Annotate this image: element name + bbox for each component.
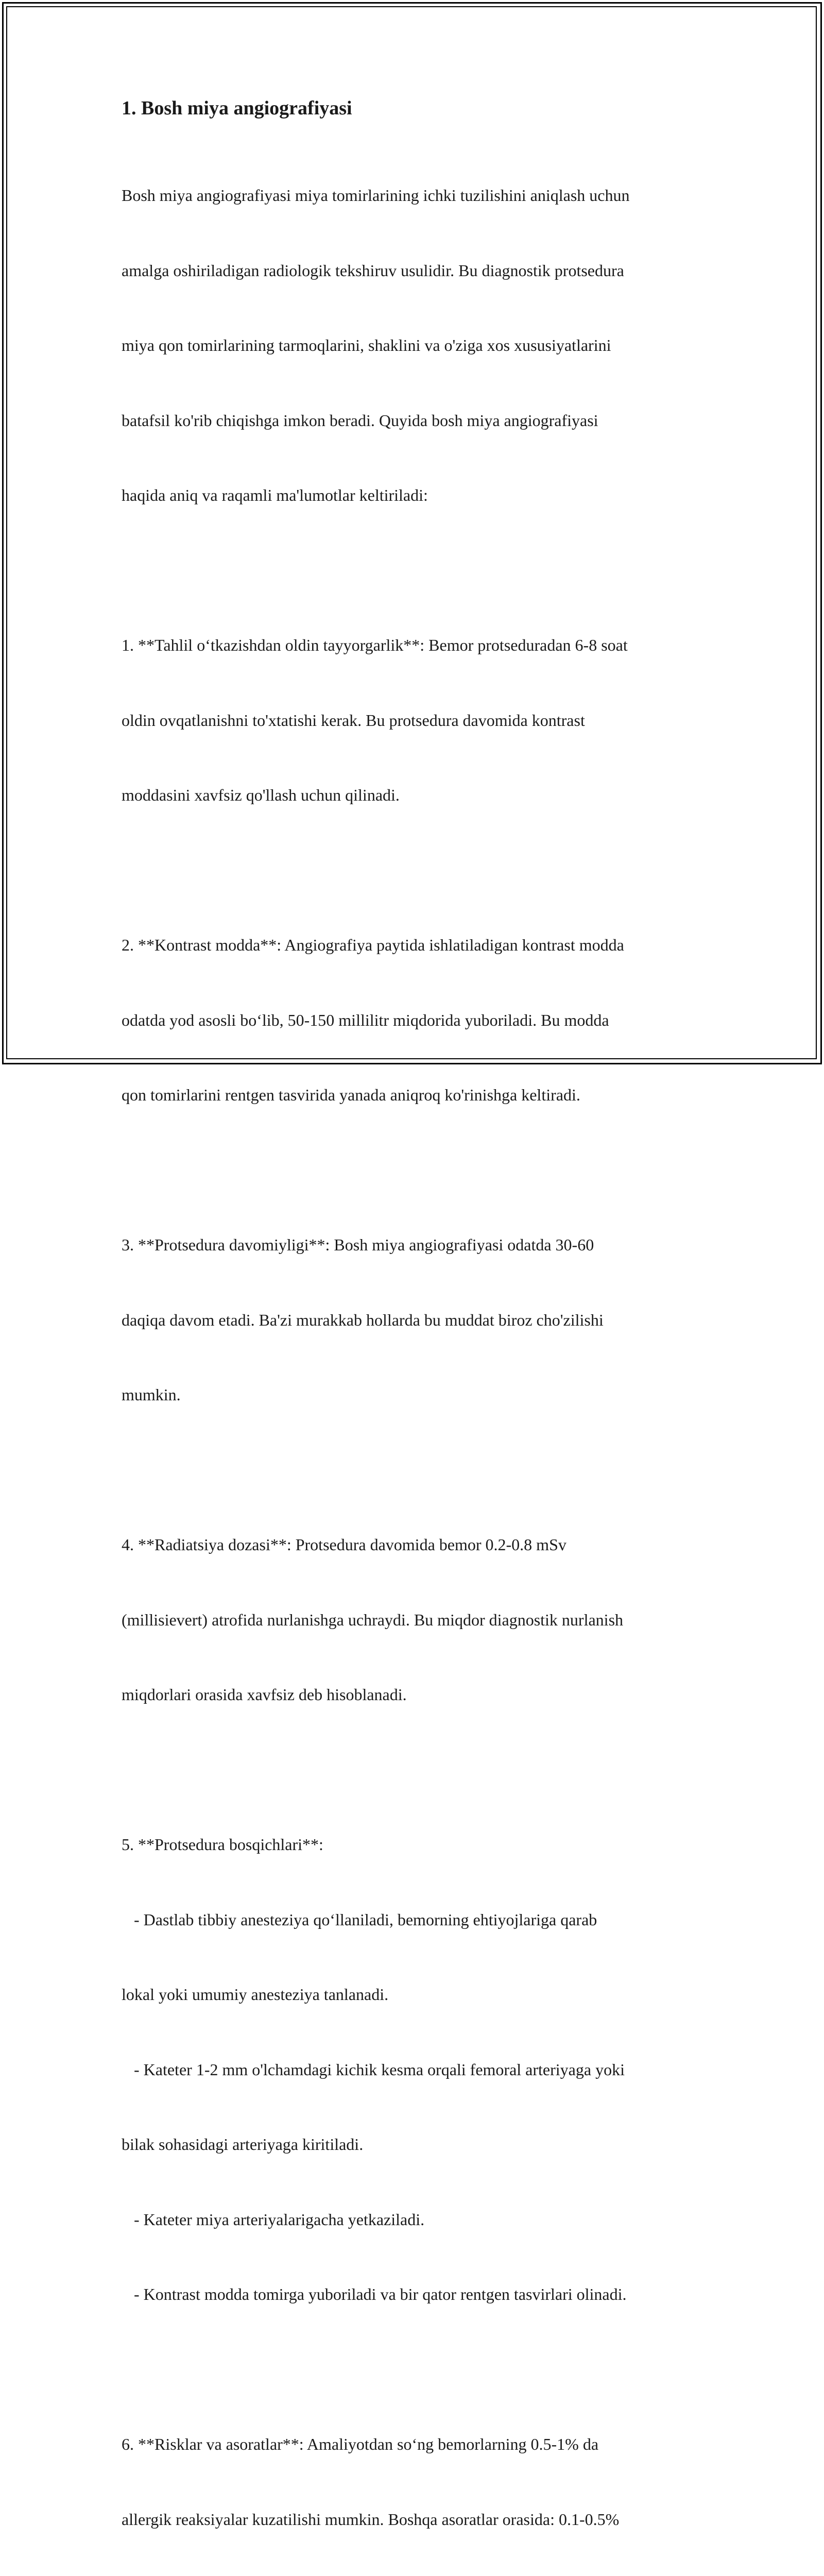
text-line: qon tomirlarini rentgen tasvirida yanada aniqroq ko'rinishga keltiradi. (122, 1086, 580, 1104)
text-line: 1. **Tahlil oʻtkazishdan oldin tayyorgarlik**: Bemor protseduradan 6-8 soat (122, 636, 628, 654)
text-line: amalga oshiriladigan radiologik tekshiruv usulidir. Bu diagnostik protsedura (122, 261, 624, 280)
text-line: 2. **Kontrast modda**: Angiografiya paytida ishlatiladigan kontrast modda (122, 936, 624, 954)
text-line: batafsil ko'rib chiqishga imkon beradi. Quyida bosh miya angiografiyasi (122, 411, 598, 430)
intro-paragraph (122, 133, 709, 558)
item-risks (122, 2382, 709, 2576)
text-line: 4. **Radiatsiya dozasi**: Protsedura davomida bemor 0.2-0.8 mSv (122, 1535, 566, 1554)
text-line: miqdorlari orasida xavfsiz deb hisoblanadi. (122, 1685, 407, 1704)
item-contrast-agent (122, 883, 709, 1158)
item-preparation (122, 583, 709, 858)
text-line: allergik reaksiyalar kuzatilishi mumkin. Boshqa asoratlar orasida: 0.1-0.5% (122, 2510, 620, 2529)
text-line: 5. **Protsedura bosqichlari**: (122, 1835, 323, 1854)
item-procedure-steps (122, 1782, 709, 2357)
text-line: daqiqa davom etadi. Ba'zi murakkab hollarda bu muddat biroz cho'zilishi (122, 1310, 604, 1329)
text-line: odatda yod asosli boʻlib, 50-150 millilitr miqdorida yuboriladi. Bu modda (122, 1010, 609, 1029)
text-line: - Kateter miya arteriyalarigacha yetkaziladi. (122, 2210, 425, 2229)
text-line: moddasini xavfsiz qo'llash uchun qilinadi. (122, 786, 400, 804)
text-line: - Dastlab tibbiy anesteziya qoʻllaniladi, bemorning ehtiyojlariga qarab (122, 1910, 597, 1929)
text-line: 3. **Protsedura davomiyligi**: Bosh miya angiografiyasi odatda 30-60 (122, 1235, 594, 1254)
section-heading: 1. Bosh miya angiografiyasi (122, 97, 352, 119)
document-body (122, 96, 709, 2576)
text-line: (millisievert) atrofida nurlanishga uchraydi. Bu miqdor diagnostik nurlanish (122, 1610, 624, 1629)
item-duration (122, 1182, 709, 1458)
text-line: Bosh miya angiografiyasi miya tomirlarining ichki tuzilishini aniqlash uchun (122, 186, 630, 205)
text-line: - Kateter 1-2 mm o'lchamdagi kichik kesma orqali femoral arteriyaga yoki (122, 2060, 625, 2079)
text-line: lokal yoki umumiy anesteziya tanlanadi. (122, 1985, 389, 2004)
text-line: 6. **Risklar va asoratlar**: Amaliyotdan soʻng bemorlarning 0.5-1% da (122, 2435, 599, 2453)
item-radiation-dose (122, 1482, 709, 1757)
text-line: mumkin. (122, 1385, 181, 1404)
text-line: - Kontrast modda tomirga yuboriladi va bir qator rentgen tasvirlari olinadi. (122, 2285, 627, 2303)
text-line: oldin ovqatlanishni to'xtatishi kerak. Bu protsedura davomida kontrast (122, 710, 585, 730)
text-line: bilak sohasidagi arteriyaga kiritiladi. (122, 2135, 364, 2154)
text-line: haqida aniq va raqamli ma'lumotlar keltiriladi: (122, 486, 428, 504)
text-line: miya qon tomirlarining tarmoqlarini, shaklini va o'ziga xos xususiyatlarini (122, 336, 611, 354)
